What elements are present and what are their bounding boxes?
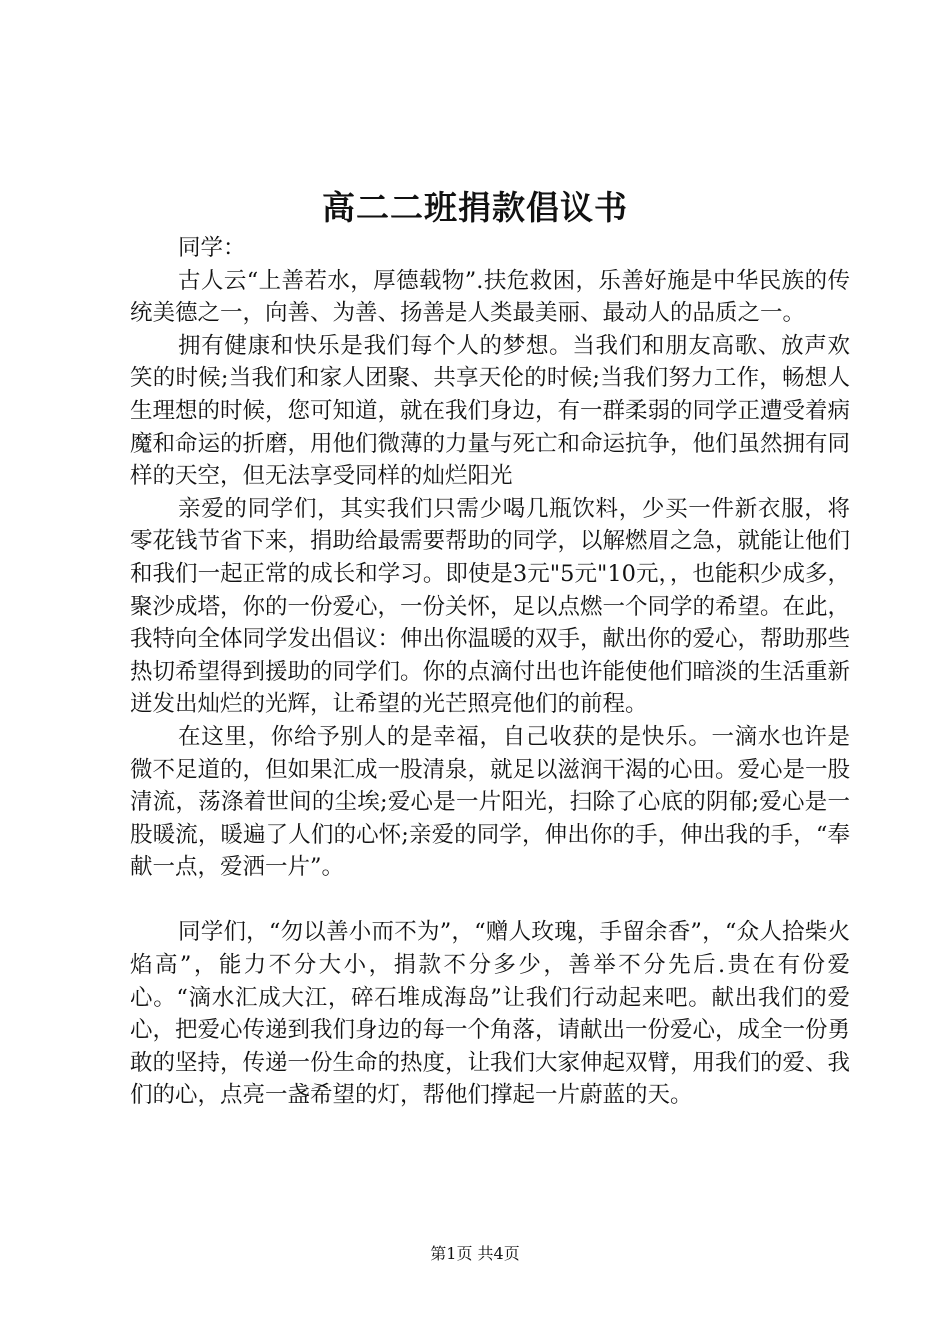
paragraph-1: 古人云“上善若水，厚德载物”.扶危救困，乐善好施是中华民族的传统美德之一，向善、为善、扬善是人类最美丽、最动人的品质之一。 bbox=[130, 267, 850, 327]
paragraph-5: 同学们，“勿以善小而不为”，“赠人玫瑰，手留余香”，“众人拾柴火焰高”，能力不分大小，捐款不分多少，善举不分先后.贵在有份爱心。“滴水汇成大江，碎石堆成海岛”让我们行动起来吧。献出我们的爱心，把爱心传递到我们身边的每一个角落，请献出一份爱心，成全一份勇敢的坚持，传递一份生命的热度，让我们大家伸起双臂，用我们的爱、我们的心，点亮一盏希望的灯，帮他们撑起一片蔚蓝的天。 bbox=[130, 919, 851, 1109]
salutation: 同学： bbox=[178, 235, 246, 261]
paragraph-4: 在这里，你给予别人的是幸福，自己收获的是快乐。一滴水也许是微不足道的，但如果汇成一股清泉，就足以滋润干渴的心田。爱心是一股清流，荡涤着世间的尘埃;爱心是一片阳光，扫除了心底的阴郁;爱心是一股暖流，暖遍了人们的心怀;亲爱的同学，伸出你的手，伸出我的手，“奉献一点，爱洒一片”。 bbox=[130, 723, 851, 881]
paragraph-3: 亲爱的同学们，其实我们只需少喝几瓶饮料，少买一件新衣服，将零花钱节省下来，捐助给最需要帮助的同学，以解燃眉之急，就能让他们和我们一起正常的成长和学习。即使是3元"5元"10元，，也能积少成多，聚沙成塔，你的一份爱心，一份关怀，足以点燃一个同学的希望。在此，我特向全体同学发出倡议：伸出你温暖的双手，献出你的爱心，帮助那些热切希望得到援助的同学们。你的点滴付出也许能使他们暗淡的生活重新迸发出灿烂的光辉，让希望的光芒照亮他们的前程。 bbox=[130, 495, 851, 718]
page-footer: 第1页 共4页 bbox=[430, 1244, 520, 1263]
document-body bbox=[130, 232, 850, 1112]
blank-line bbox=[130, 884, 850, 917]
document-title: 高二二班捐款倡议书 bbox=[322, 188, 628, 227]
paragraph-2: 拥有健康和快乐是我们每个人的梦想。当我们和朋友高歌、放声欢笑的时候;当我们和家人团聚、共享天伦的时候;当我们努力工作，畅想人生理想的时候，您可知道，就在我们身边，有一群柔弱的同学正遭受着病魔和命运的折磨，用他们微薄的力量与死亡和命运抗争，他们虽然拥有同样的天空，但无法享受同样的灿烂阳光 bbox=[130, 332, 851, 490]
